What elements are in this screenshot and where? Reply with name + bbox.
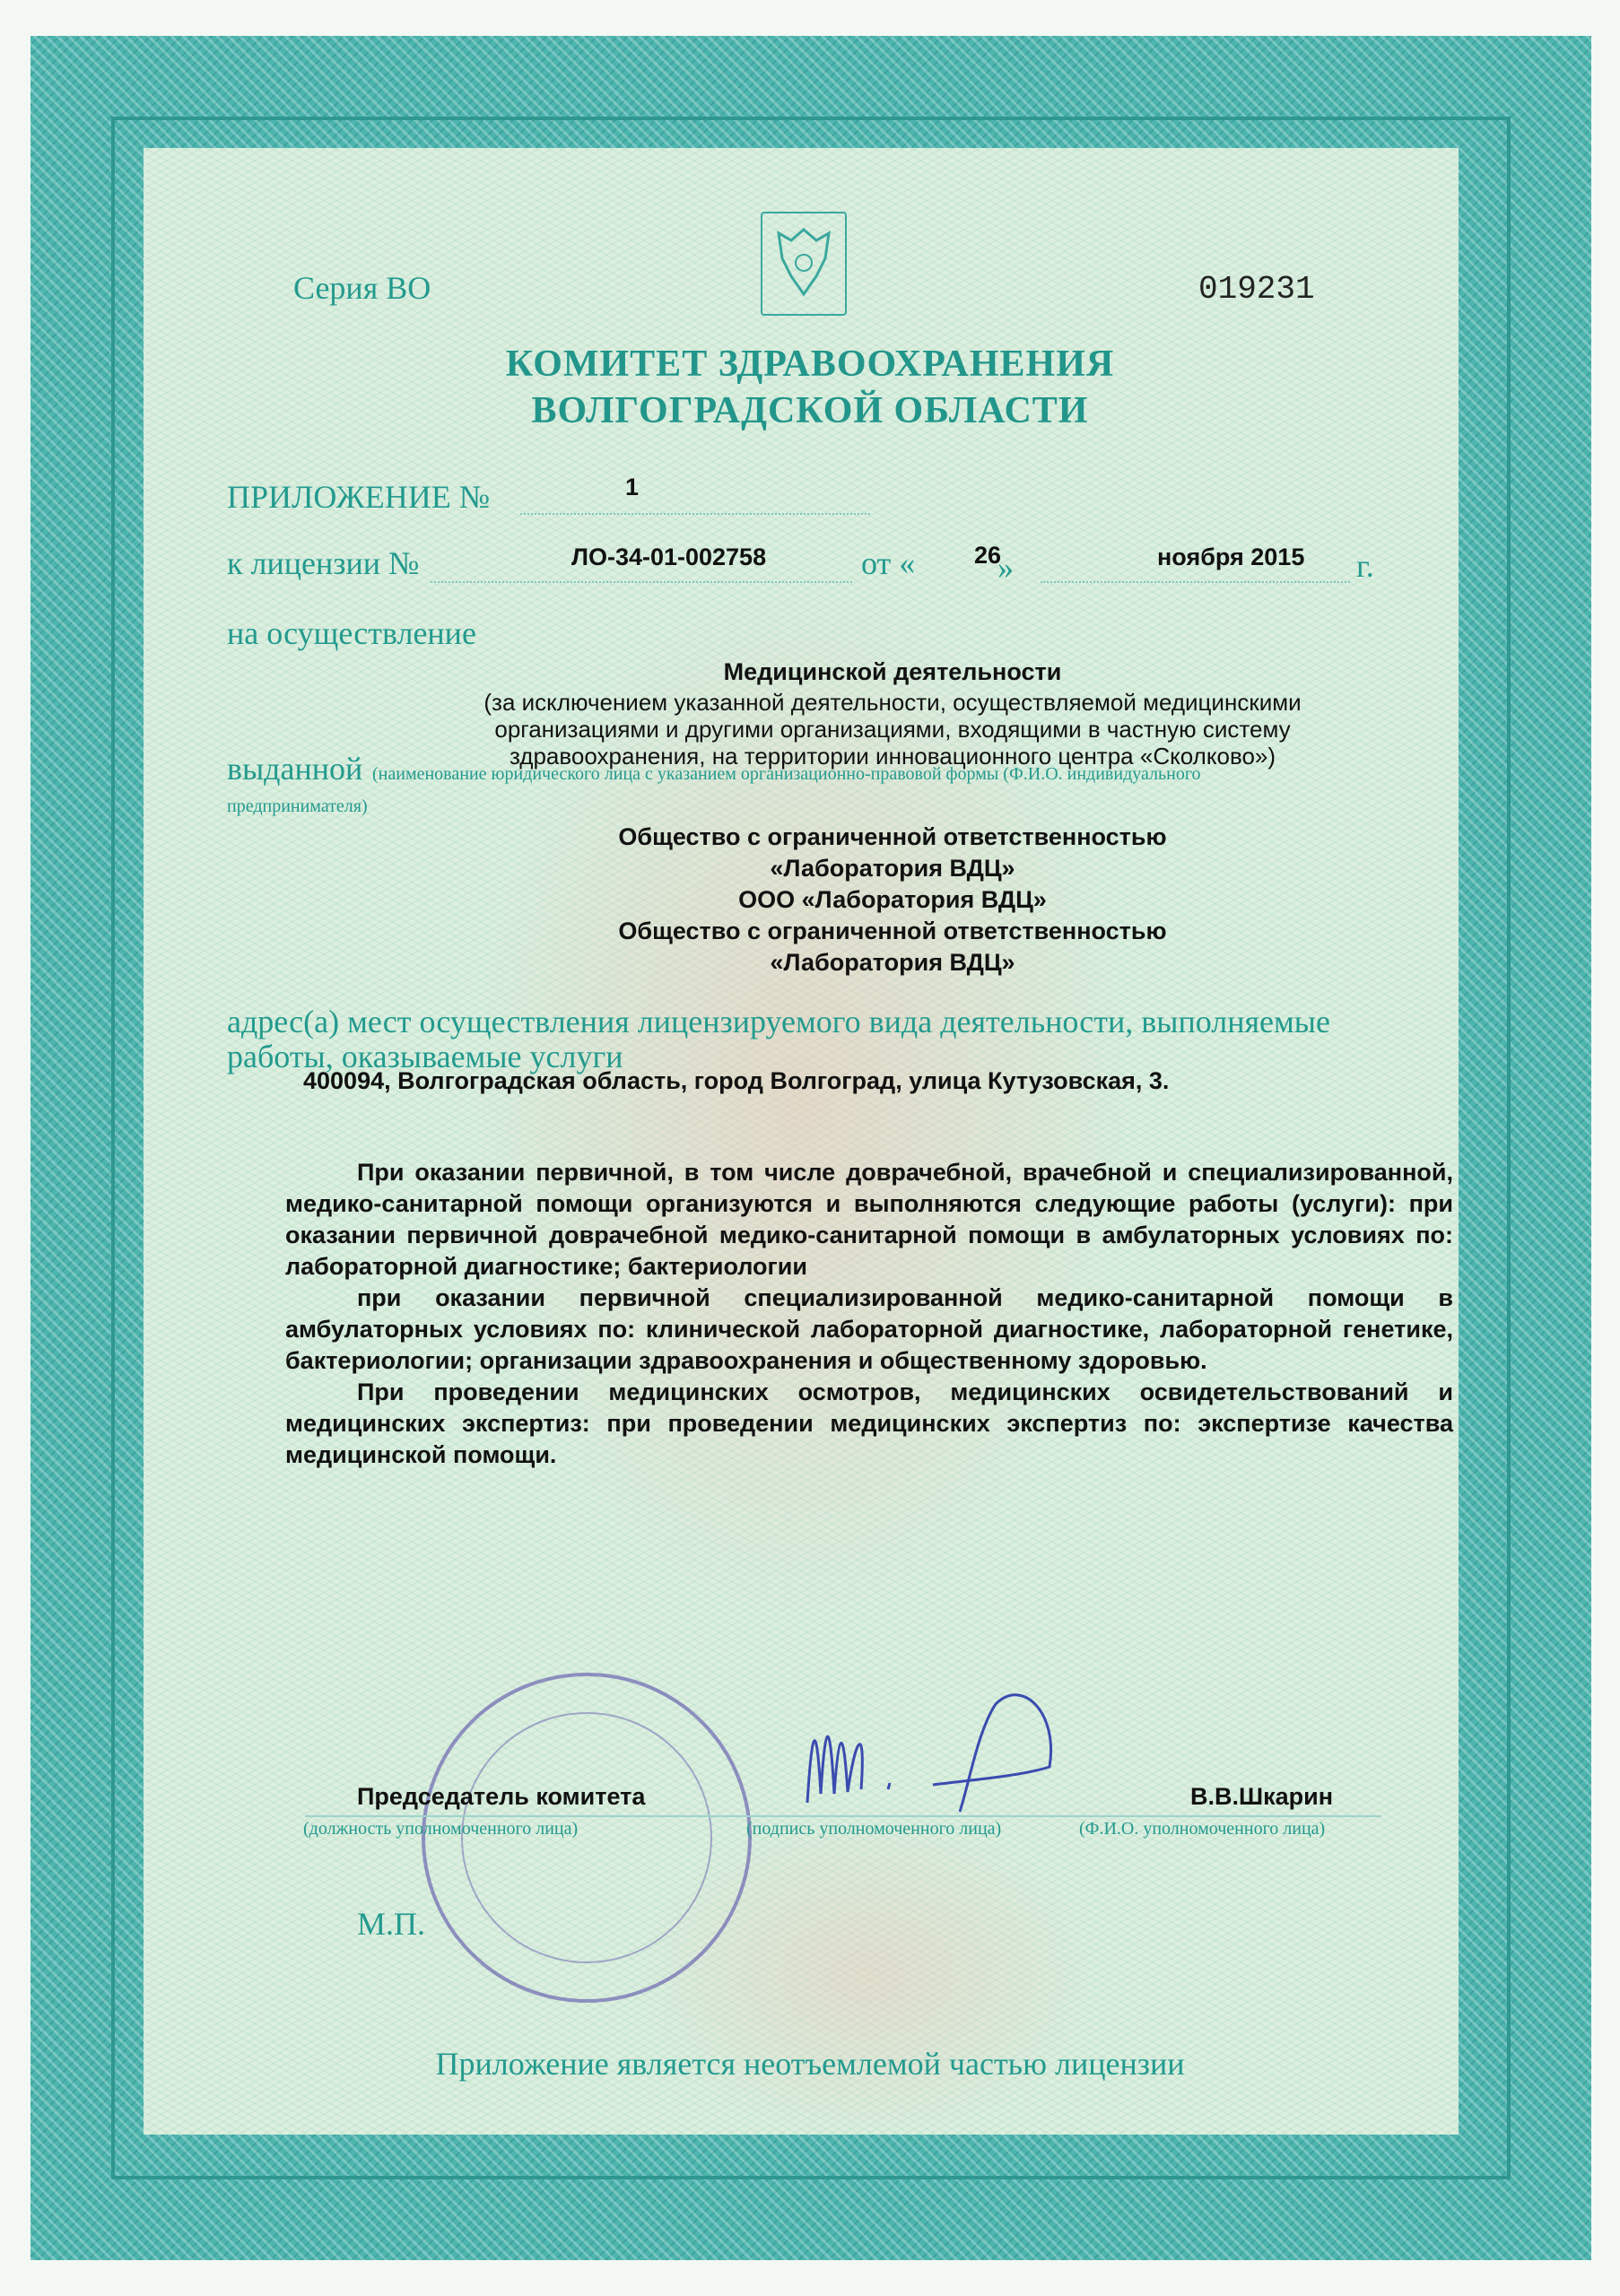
issued-caption-cont: предпринимателя) [227,796,368,816]
org-name-line: «Лаборатория ВДЦ» [770,949,1015,976]
address-value: 400094, Волгоградская область, город Волгоград, улица Кутузовская, 3. [303,1067,1170,1094]
footer-note: Приложение является неотъемлемой частью лицензии [435,2046,1185,2082]
org-name-line: «Лаборатория ВДЦ» [770,855,1015,882]
license-number-line [431,581,852,583]
document-number: 019231 [1198,271,1315,308]
signatory-name: В.В.Шкарин [1190,1783,1334,1810]
appendix-number-line [520,513,870,515]
services-text [285,1157,1453,1471]
address-label-cont: работы, оказываемые услуги [227,1039,623,1074]
license-label: к лицензии № [227,545,420,581]
signature-line [305,1815,1381,1817]
activity-detail: организациями и другими организациями, входящими в частную систему [494,716,1291,743]
license-month-year: ноября 2015 [1157,544,1305,570]
license-date-line [1041,581,1350,583]
appendix-label: ПРИЛОЖЕНИЕ № [227,479,491,515]
activity-title: Медицинской деятельности [723,658,1062,685]
signature-caption: (подпись уполномоченного лица) [746,1819,1002,1839]
issued-caption: (наименование юридического лица с указанием организационно-правовой формы (Ф.И.О. индивидуального [372,764,1201,784]
issuer-title-line1: КОМИТЕТ ЗДРАВООХРАНЕНИЯ [505,344,1115,385]
appendix-number: 1 [625,474,640,500]
issuer-title-line2: ВОЛГОГРАДСКОЙ ОБЛАСТИ [531,390,1089,431]
license-number: ЛО-34-01-002758 [571,544,767,570]
services-paragraph: При оказании первичной, в том числе доврачебной, врачебной и специализированной, медико-санитарной помощи организуются и выполняются следующие работы (услуги): при оказании первичной доврачебной медико-санитарной помощи в амбулаторных условиях по: лабораторной диагностике; бактериологии [285,1159,1453,1280]
position-caption: (должность уполномоченного лица) [303,1819,579,1839]
license-day: 26 [974,542,1002,569]
year-suffix: г. [1356,548,1374,584]
services-paragraph: При проведении медицинских осмотров, медицинских освидетельствований и медицинских экспертиз: при проведении медицинских экспертиз по: экспертизе качества медицинской помощи. [285,1378,1453,1468]
issued-label: выданной [227,751,363,787]
org-name-line: ООО «Лаборатория ВДЦ» [738,886,1047,913]
activity-detail: здравоохранения, на территории инновационного центра «Сколково») [509,743,1276,770]
address-label: адрес(а) мест осуществления лицензируемого вида деятельности, выполняемые [227,1004,1330,1039]
handwritten-signature [789,1677,1112,1830]
org-name-line: Общество с ограниченной ответственностью [618,823,1167,850]
activity-label: на осуществление [227,615,476,651]
seal-place-label: М.П. [357,1906,426,1942]
license-date-from-label: от « [861,545,916,581]
activity-detail: (за исключением указанной деятельности, осуществляемой медицинскими [483,689,1302,716]
name-caption: (Ф.И.О. уполномоченного лица) [1079,1819,1326,1839]
coat-of-arms-emblem-icon [761,212,847,316]
org-name-line: Общество с ограниченной ответственностью [618,918,1167,944]
series-label: Серия ВО [293,270,431,306]
signatory-position: Председатель комитета [357,1783,646,1810]
services-paragraph: при оказании первичной специализированной медико-санитарной помощи в амбулаторных условиях по: клинической лабораторной диагностике, лабораторной генетике, бактериологии; организации здравоохранения и общественному здоровью. [285,1284,1453,1374]
license-day-close: » [997,550,1014,586]
